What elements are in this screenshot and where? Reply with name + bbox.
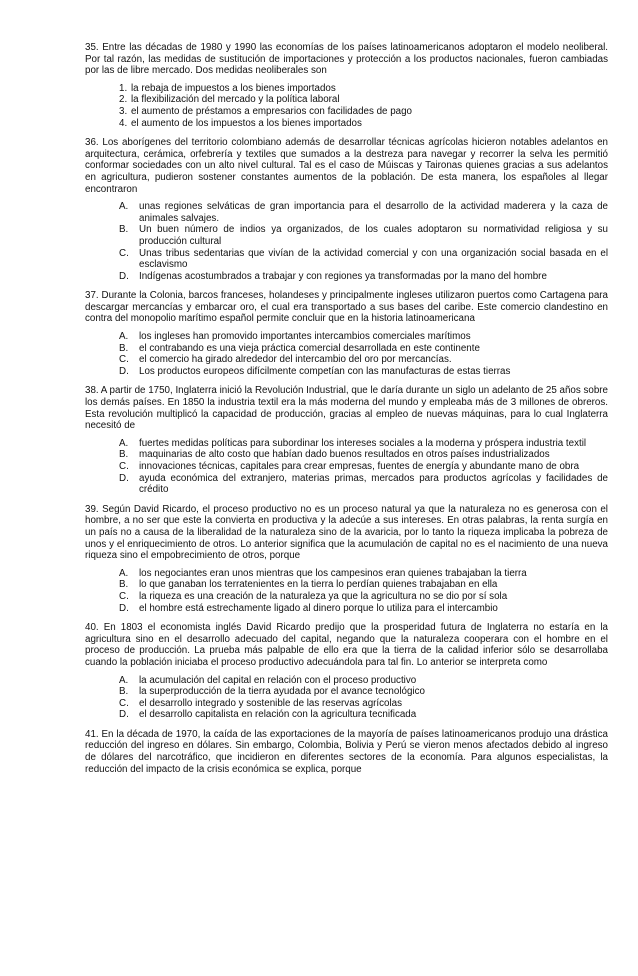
option-label: 4. [119,117,128,129]
question-35 [85,42,608,129]
question-40 [85,622,608,721]
option-1 [119,83,608,95]
option-text: unas regiones selváticas de gran importancia para el desarrollo de la actividad maderera y la caza de animales salvajes. [139,201,608,224]
question-36 [85,137,608,282]
option-text: la rebaja de impuestos a los bienes importados [131,82,336,94]
option-text: la acumulación del capital en relación con el proceso productivo [139,674,417,686]
option-label: B. [119,224,129,236]
option-text: fuertes medidas políticas para subordinar los intereses sociales a la moderna y próspera industria textil [139,437,587,449]
option-d [119,603,608,615]
question-stem: 37. Durante la Colonia, barcos franceses, holandeses y principalmente ingleses utilizaron puertos como Cartagena para descargar mercancías y embarcar oro, el cual era transportado a sus bases del caribe. Este comercio clandestino en contra del monopolio marítimo español permite concluir que en la historia latinoamericana [85,290,608,325]
option-label: A. [119,331,129,343]
option-d [119,271,608,283]
question-39 [85,504,608,614]
option-text: la riqueza es una creación de la naturaleza ya que la agricultura no se dio por sí sola [139,590,508,602]
option-label: D. [119,472,129,484]
option-label: A. [119,567,129,579]
option-text: los ingleses han promovido importantes intercambios comerciales marítimos [139,331,471,343]
option-label: D. [119,709,129,721]
option-a [119,331,608,343]
option-b [119,343,608,355]
option-text: el hombre está estrechamente ligado al dinero porque lo utiliza para el intercambio [139,602,498,614]
option-a [119,201,608,224]
option-d [119,709,608,721]
option-label: B. [119,686,129,698]
option-label: 3. [119,105,128,117]
option-label: D. [119,270,129,282]
option-a [119,675,608,687]
option-a [119,438,608,450]
question-stem: 38. A partir de 1750, Inglaterra inició la Revolución Industrial, que le daría durante un siglo un adelanto de 25 años sobre los demás países. En 1850 la industria textil era la más moderna del mundo y empleaba más de 3 millones de obreros. Esta revolución multiplicó la capacidad de producción, gracias al empleo de nuevas máquinas, para lo cual Inglaterra necesitó de [85,385,608,432]
option-text: el aumento de préstamos a empresarios con facilidades de pago [131,105,413,117]
option-label: A. [119,674,129,686]
option-text: la superproducción de la tierra ayudada por el avance tecnológico [139,686,425,698]
option-d [119,473,608,496]
option-text: la flexibilización del mercado y la política laboral [131,94,340,106]
option-c [119,698,608,710]
option-list [85,331,608,377]
option-label: C. [119,697,129,709]
option-d [119,366,608,378]
option-text: maquinarias de alto costo que habían dado buenos resultados en otros países industrializados [139,449,550,461]
option-text: el desarrollo capitalista en relación con la agricultura tecnificada [139,709,417,721]
option-label: D. [119,602,129,614]
option-label: D. [119,365,129,377]
option-text: innovaciones técnicas, capitales para crear empresas, fuentes de energía y abundante mano de obra [139,461,580,472]
option-text: el aumento de los impuestos a los bienes importados [131,117,362,129]
option-3 [119,106,608,118]
option-label: C. [119,247,129,259]
option-label: 1. [119,82,128,94]
question-37 [85,290,608,377]
option-text: el contrabando es una vieja práctica comercial desarrollada en este continente [139,342,480,354]
option-b [119,449,608,461]
option-label: A. [119,201,129,213]
option-c [119,354,608,366]
option-text: Indígenas acostumbrados a trabajar y con regiones ya transformadas por la mano del hombre [139,270,547,282]
option-label: B. [119,342,129,354]
option-4 [119,118,608,130]
option-c [119,248,608,271]
option-label: B. [119,579,129,591]
question-stem: 36. Los aborígenes del territorio colombiano además de desarrollar técnicas agrícolas hicieron notables adelantos en arquitectura, cerámica, orfebrería y textiles que sumados a la destreza para navegar y recorrer la selva les permitió conformar sociedades con un alto nivel cultural. Tal es el caso de Múiscas y Taironas quienes gracias a sus adelantos en agricultura, pudieron sostener constantes aumentos de la población. De esta manera, los españoles al llegar encontraron [85,137,608,195]
option-text: el desarrollo integrado y sostenible de las reservas agrícolas [139,697,403,709]
option-2 [119,94,608,106]
exam-page [85,42,608,783]
option-list [85,675,608,721]
option-label: A. [119,437,129,449]
option-text: los negociantes eran unos mientras que los campesinos eran quienes trabajaban la tierra [139,567,527,579]
option-text: el comercio ha girado alrededor del intercambio del oro por mercancías. [139,354,452,366]
option-text: ayuda económica del extranjero, materias primas, mercados para productos agrícolas y facilidades de crédito [139,472,608,496]
option-text: Unas tribus sedentarias que vivían de la actividad comercial y con una organización social basada en el esclavismo [139,247,608,271]
option-list [85,438,608,496]
option-list [85,201,608,282]
question-41 [85,729,608,775]
option-a [119,568,608,580]
option-label: C. [119,354,129,366]
option-b [119,579,608,591]
option-label: 2. [119,94,128,106]
question-38 [85,385,608,495]
option-list [85,568,608,614]
option-b [119,224,608,247]
option-b [119,686,608,698]
option-text: Los productos europeos difícilmente competían con las manufacturas de estas tierras [139,365,511,377]
option-c [119,591,608,603]
option-label: B. [119,449,129,461]
question-stem: 40. En 1803 el economista inglés David Ricardo predijo que la prosperidad futura de Inglaterra no estaría en la agricultura sino en el desarrollo adecuado del capital, negando que la naturaleza cooperara con el hombre en el proceso de producción. La prueba más palpable de ello era que la tierra de la calidad inferior sólo se desarrollaba cuando la población iniciaba el proceso productivo adecuándola para tal fin. Lo anterior se interpreta como [85,622,608,668]
option-label: C. [119,590,129,602]
question-stem: 35. Entre las décadas de 1980 y 1990 las economías de los países latinoamericanos adoptaron el modelo neoliberal. Por tal razón, las medidas de sustitución de importaciones y protección a los productos nacionales, fueron cambiadas por las de libre mercado. Dos medidas neoliberales son [85,42,608,77]
option-text: lo que ganaban los terratenientes en la tierra lo perdían quienes trabajaban en ella [139,579,498,591]
option-list [85,83,608,129]
question-stem: 41. En la década de 1970, la caída de las exportaciones de la mayoría de países latinoamericanos produjo una drástica reducción del ingreso en dólares. Sin embargo, Colombia, Bolivia y Perú se vieron menos afectados debido al ingreso de dólares del narcotráfico, que incidieron en diferentes sectores de la economía. Para algunos especialistas, la reducción del impacto de la crisis económica se explica, porque [85,728,608,775]
option-label: C. [119,461,129,472]
question-stem: 39. Según David Ricardo, el proceso productivo no es un proceso natural ya que la naturaleza no es generosa con el hombre, a no ser que este la convierta en productiva y la adecúe a sus intereses. En otras palabras, la renta surgía en un país no a causa de la liberalidad de la naturaleza sino de la avaricia, por lo tanto la riqueza implicaba la pobreza de unos y el enriquecimiento de otros. Lo anterior significa que la acumulación de capital no es el nacimiento de una nueva riqueza sino el empobrecimiento de otros, porque [85,503,608,562]
option-c [119,461,608,473]
option-text: Un buen número de indios ya organizados, de los cuales adoptaron su normatividad religiosa y su producción cultural [139,224,608,247]
